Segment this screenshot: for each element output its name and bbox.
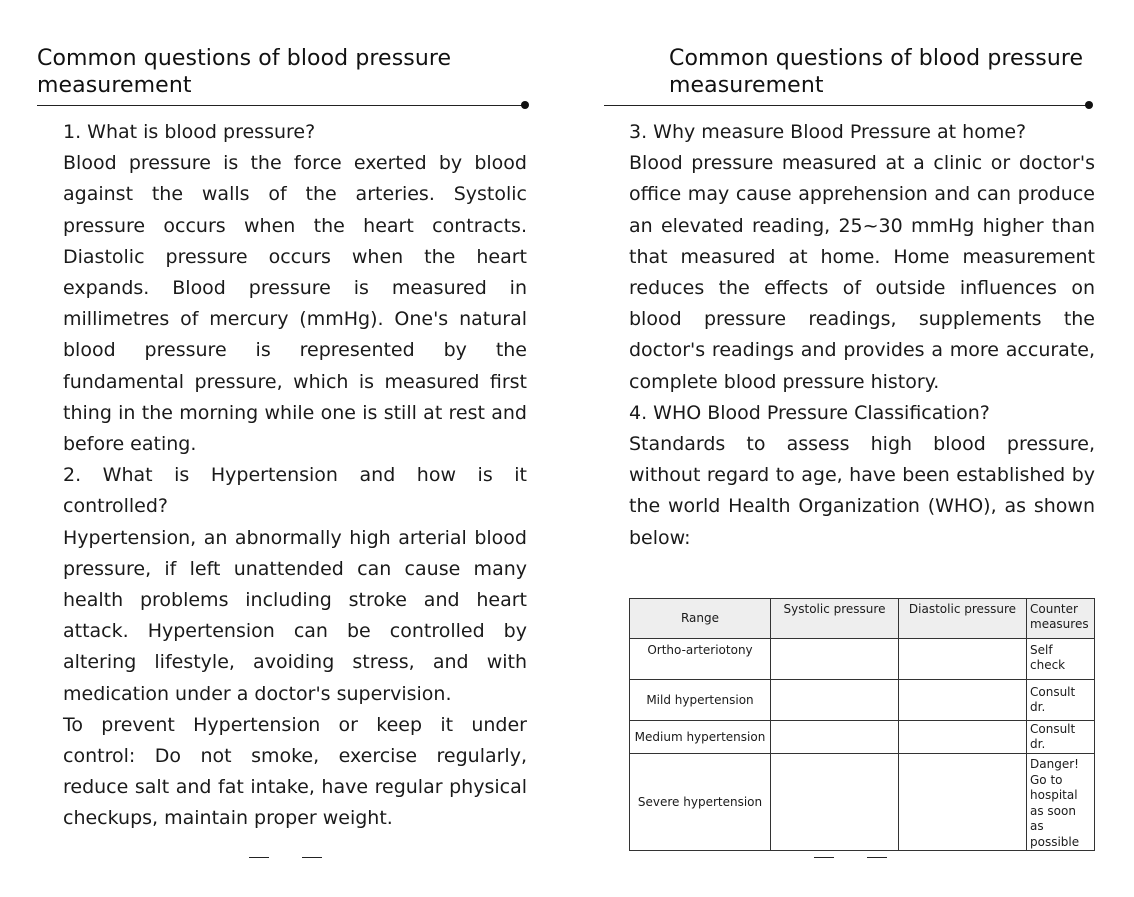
range-cell: Mild hypertension	[630, 680, 771, 721]
systolic-cell	[771, 680, 899, 721]
column-header-range: Range	[630, 599, 771, 639]
question-2-advice: To prevent Hypertension or keep it under control: Do not smoke, exercise regularly, reduce salt and fat intake, have regular physical checkups, maintain proper weight.	[63, 713, 527, 830]
range-cell: Medium hypertension	[630, 721, 771, 754]
question-4-heading: 4. WHO Blood Pressure Classification?	[629, 401, 990, 424]
counter-measure-cell: Consult dr.	[1027, 721, 1095, 754]
page-number-mark	[249, 857, 269, 858]
systolic-cell	[771, 721, 899, 754]
page-number-mark	[302, 857, 322, 858]
column-header-counter-measures: Counter measures	[1027, 599, 1095, 639]
diastolic-cell	[899, 754, 1027, 851]
table-row	[630, 680, 1095, 721]
question-4-answer: Standards to assess high blood pressure, without regard to age, have been established by the world Health Organization (WHO), as shown below:	[629, 433, 1095, 549]
who-classification-table	[629, 598, 1095, 851]
counter-measure-cell: Consult dr.	[1027, 680, 1095, 721]
page-number-mark	[867, 857, 887, 858]
diastolic-cell	[899, 680, 1027, 721]
left-page	[0, 0, 560, 897]
diastolic-cell	[899, 639, 1027, 680]
table-row	[630, 721, 1095, 754]
title-divider	[37, 105, 525, 106]
counter-measure-cell: Danger! Go to hospital as soon as possible	[1027, 754, 1095, 851]
diastolic-cell	[899, 721, 1027, 754]
question-2-answer: Hypertension, an abnormally high arterial blood pressure, if left unattended can cause many health problems including stroke and heart attack. Hypertension can be controlled by altering lifestyle, avoiding stress, and with medication under a doctor's supervision.	[63, 526, 527, 705]
page-title: Common questions of blood pressure measurement	[669, 46, 1084, 98]
title-divider	[604, 105, 1092, 106]
divider-dot	[1085, 101, 1093, 109]
column-header-systolic: Systolic pressure	[771, 599, 899, 639]
systolic-cell	[771, 754, 899, 851]
table-header-row	[630, 599, 1095, 639]
divider-dot	[521, 101, 529, 109]
right-page	[567, 0, 1134, 897]
page-number-mark	[814, 857, 834, 858]
question-1-answer: Blood pressure is the force exerted by blood against the walls of the arteries. Systolic pressure occurs when the heart contracts. Diastolic pressure occurs when the heart expands. Blood pressure is measured in millimetres of mercury (mmHg). One's natural blood pressure is represented by the fundamental pressure, which is measured first thing in the morning while one is still at rest and before eating.	[63, 152, 527, 456]
counter-measure-cell: Self check	[1027, 639, 1095, 680]
question-2-heading: 2. What is Hypertension and how is it controlled?	[63, 464, 527, 518]
question-1-heading: 1. What is blood pressure?	[63, 121, 316, 143]
range-cell: Severe hypertension	[630, 754, 771, 851]
column-header-diastolic: Diastolic pressure	[899, 599, 1027, 639]
page-title: Common questions of blood pressure measurement	[37, 46, 452, 98]
table-row	[630, 754, 1095, 851]
range-cell: Ortho-arteriotony	[630, 639, 771, 680]
left-page-content	[63, 117, 527, 835]
table-row	[630, 639, 1095, 680]
question-3-heading: 3. Why measure Blood Pressure at home?	[629, 121, 1027, 143]
question-3-answer: Blood pressure measured at a clinic or doctor's office may cause apprehension and can produce an elevated reading, 25~30 mmHg higher than that measured at home. Home measurement reduces the effects of outside influences on blood pressure readings, supplements the doctor's readings and provides a more accurate, complete blood pressure history.	[629, 152, 1095, 393]
right-page-content	[629, 117, 1095, 554]
systolic-cell	[771, 639, 899, 680]
